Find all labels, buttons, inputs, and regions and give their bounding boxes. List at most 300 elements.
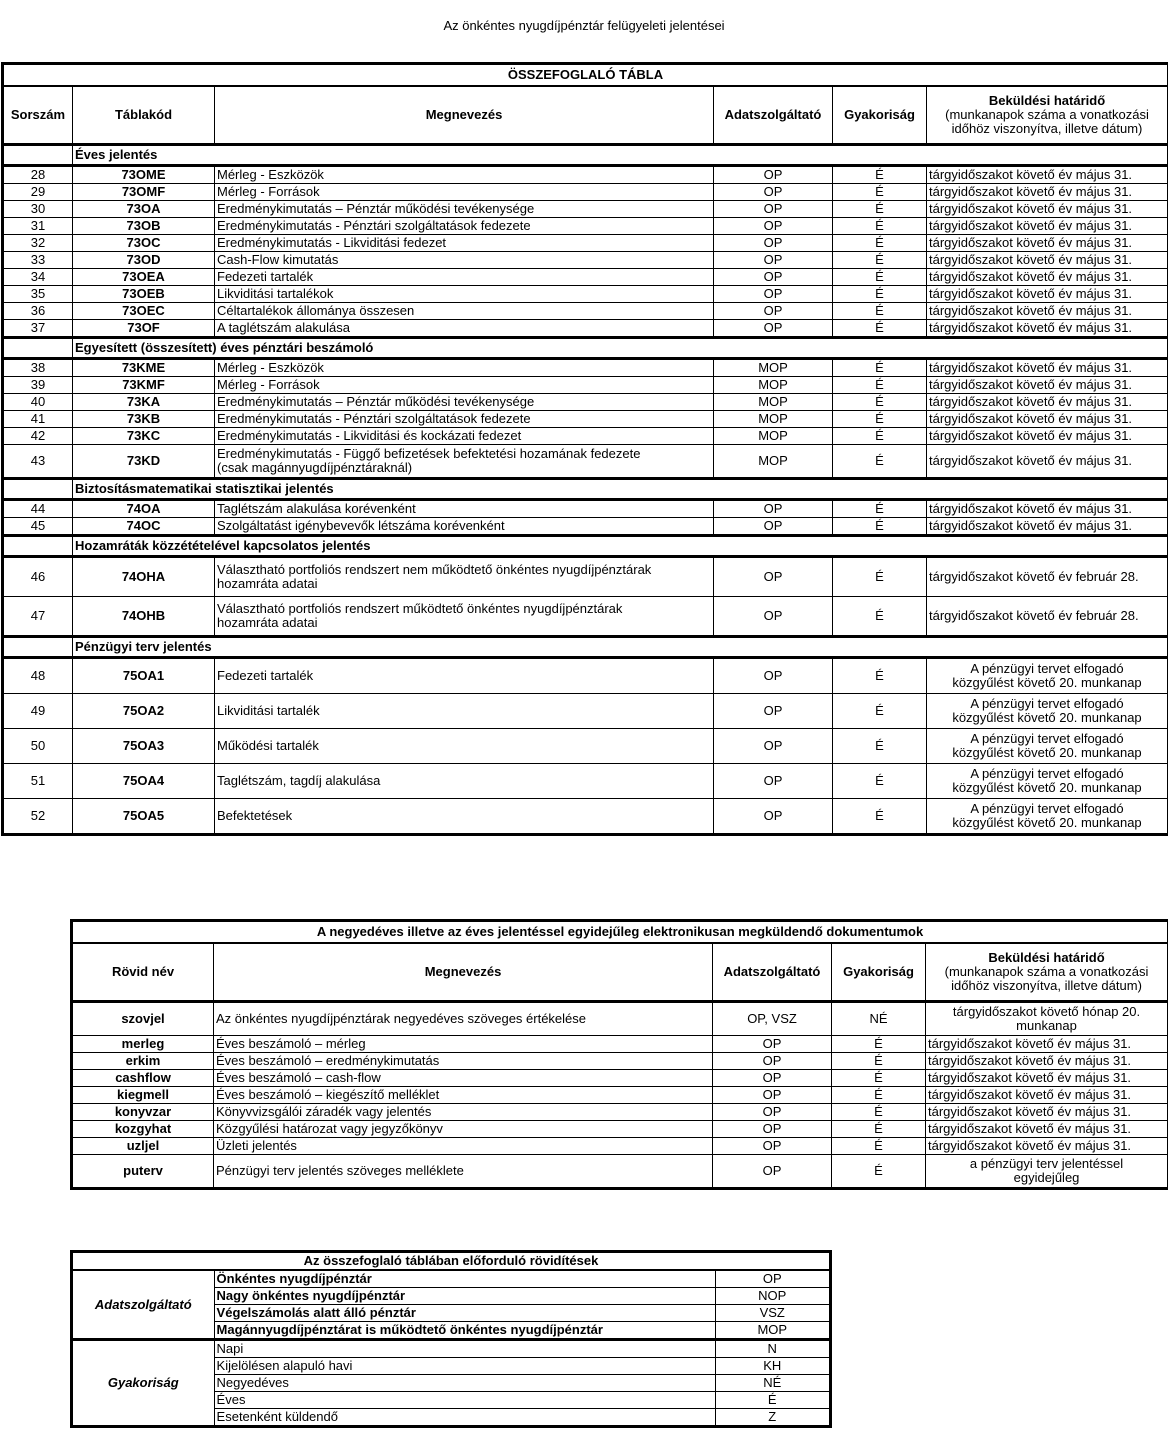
documents-table [70,919,1168,1190]
row-provider: MOP [714,428,833,445]
row-provider: OP [714,729,833,764]
col-header-adatszolgaltato: Adatszolgáltató [714,86,833,145]
doc-frequency: É [832,1104,926,1121]
table-row [3,359,1168,377]
section-spacer [3,145,73,166]
row-frequency: É [833,269,927,286]
doc-frequency: É [832,1053,926,1070]
row-frequency: É [833,218,927,235]
table-code: 73OMF [73,184,215,201]
table-row [72,1002,1168,1036]
doc-name: Könyvvizsgálói záradék vagy jelentés [214,1104,713,1121]
doc-deadline: tárgyidőszakot követő év május 31. [926,1070,1168,1087]
table-row [3,694,1168,729]
section-spacer [3,338,73,359]
row-deadline-line-1: A pénzügyi tervet elfogadó [970,696,1124,711]
row-provider: OP [714,658,833,694]
row-number: 34 [3,269,73,286]
row-deadline: tárgyidőszakot követő év május 31. [927,320,1168,338]
abbreviations-table [70,1250,832,1428]
table-code: 73OB [73,218,215,235]
abbr-code: É [715,1392,831,1409]
abbr-name: Napi [214,1340,715,1358]
row-deadline: tárgyidőszakot követő év május 31. [927,235,1168,252]
row-frequency: É [833,320,927,338]
row-number: 39 [3,377,73,394]
row-frequency: É [833,500,927,518]
abbr-code: N [715,1340,831,1358]
row-name: Eredménykimutatás - Pénztári szolgáltatások fedezete [215,218,714,235]
row-number: 32 [3,235,73,252]
hatarido-title: Beküldési határidő [988,950,1105,965]
row-name: Szolgáltatást igénybevevők létszáma korévenként [215,518,714,536]
row-name-line-1: Eredménykimutatás - Függő befizetések befektetési hozamának fedezete [217,446,641,461]
table-row [72,1087,1168,1104]
table-code: 73OEA [73,269,215,286]
row-name: Befektetések [215,799,714,835]
row-number: 50 [3,729,73,764]
abbr-code: MOP [715,1322,831,1340]
doc-short-name: cashflow [72,1070,214,1087]
abbr-name: Nagy önkéntes nyugdíjpénztár [214,1288,715,1305]
row-frequency: É [833,359,927,377]
row-provider: OP [714,694,833,729]
doc-name: Közgyűlési határozat vagy jegyzőkönyv [214,1121,713,1138]
table-code: 73KC [73,428,215,445]
row-deadline: tárgyidőszakot követő év május 31. [927,303,1168,320]
row-provider: OP [714,269,833,286]
row-deadline-line-2: közgyűlést követő 20. munkanap [952,675,1142,690]
row-provider: OP [714,303,833,320]
row-frequency: É [833,303,927,320]
row-name: Eredménykimutatás – Pénztár működési tevékenysége [215,394,714,411]
doc-name: Éves beszámoló – kiegészítő melléklet [214,1087,713,1104]
doc-deadline [926,1002,1168,1036]
table-row [3,445,1168,479]
col-header-megnevezes: Megnevezés [215,86,714,145]
row-number: 29 [3,184,73,201]
row-provider: OP [714,218,833,235]
abbr-group-label: Gyakoriság [72,1340,215,1427]
row-deadline: tárgyidőszakot követő év május 31. [927,394,1168,411]
section-spacer [3,536,73,557]
row-number: 44 [3,500,73,518]
table-code: 74OC [73,518,215,536]
table-row [3,658,1168,694]
doc-short-name: konyvzar [72,1104,214,1121]
col-header-gyakorisag: Gyakoriság [833,86,927,145]
row-name: Mérleg - Eszközök [215,166,714,184]
section-spacer [3,479,73,500]
table-row [3,252,1168,269]
row-provider: OP [714,184,833,201]
row-deadline: tárgyidőszakot követő év február 28. [927,557,1168,597]
row-deadline: tárgyidőszakot követő év május 31. [927,252,1168,269]
row-deadline-line-1: A pénzügyi tervet elfogadó [970,766,1124,781]
table-row [72,1070,1168,1087]
abbr-name: Éves [214,1392,715,1409]
doc-provider: OP [713,1036,832,1053]
abbreviations-caption: Az összefoglaló táblában előforduló rövidítések [72,1252,831,1271]
doc-frequency: É [832,1138,926,1155]
row-name: Működési tartalék [215,729,714,764]
table-row [3,286,1168,303]
row-name-line-1: Választható portfoliós rendszert működtető önkéntes nyugdíjpénztárak [217,601,623,616]
doc-deadline [926,1155,1168,1189]
row-deadline: tárgyidőszakot követő év május 31. [927,445,1168,479]
table-code: 74OHB [73,597,215,637]
section-title: Biztosításmatematikai statisztikai jelentés [73,479,1168,500]
row-provider: OP [714,557,833,597]
row-name-line-2: hozamráta adatai [217,615,318,630]
table-code: 73OF [73,320,215,338]
row-frequency: É [833,518,927,536]
row-provider: OP [714,320,833,338]
section-title: Pénzügyi terv jelentés [73,637,1168,658]
table-code: 73KD [73,445,215,479]
col-header-tablakod: Táblakód [73,86,215,145]
row-name: A taglétszám alakulása [215,320,714,338]
table-row [3,269,1168,286]
table-code: 73OA [73,201,215,218]
section-spacer [3,637,73,658]
table-row [3,729,1168,764]
table-code: 73KA [73,394,215,411]
row-name [215,445,714,479]
row-frequency: É [833,799,927,835]
row-frequency: É [833,394,927,411]
table-row [3,235,1168,252]
table-code: 75OA5 [73,799,215,835]
row-deadline: tárgyidőszakot követő év május 31. [927,201,1168,218]
row-deadline: tárgyidőszakot követő év május 31. [927,428,1168,445]
table-code: 74OA [73,500,215,518]
doc-deadline: tárgyidőszakot követő év május 31. [926,1087,1168,1104]
table-row [3,799,1168,835]
row-frequency: É [833,201,927,218]
doc-provider: OP [713,1053,832,1070]
row-deadline: tárgyidőszakot követő év május 31. [927,518,1168,536]
table-code: 75OA1 [73,658,215,694]
row-frequency: É [833,428,927,445]
row-deadline-line-2: közgyűlést követő 20. munkanap [952,780,1142,795]
abbr-code: VSZ [715,1305,831,1322]
section-row [3,637,1168,658]
abbr-code: NOP [715,1288,831,1305]
row-number: 43 [3,445,73,479]
doc-frequency: É [832,1036,926,1053]
row-provider: OP [714,252,833,269]
row-provider: MOP [714,377,833,394]
doc-deadline: tárgyidőszakot követő év május 31. [926,1121,1168,1138]
row-number: 40 [3,394,73,411]
row-frequency: É [833,694,927,729]
doc-provider: OP [713,1155,832,1189]
col-header-gyakorisag: Gyakoriság [832,943,926,1002]
summary-table [1,62,1168,836]
row-deadline: tárgyidőszakot követő év május 31. [927,286,1168,303]
section-title: Egyesített (összesített) éves pénztári beszámoló [73,338,1168,359]
doc-frequency: É [832,1070,926,1087]
row-name: Mérleg - Források [215,377,714,394]
row-number: 37 [3,320,73,338]
table-row [3,218,1168,235]
doc-frequency: É [832,1087,926,1104]
hatarido-sub2: időhöz viszonyítva, illetve dátum) [951,978,1142,993]
table-code: 73OEB [73,286,215,303]
row-name: Fedezeti tartalék [215,658,714,694]
doc-provider: OP [713,1070,832,1087]
doc-name: Éves beszámoló – mérleg [214,1036,713,1053]
table-code: 73OC [73,235,215,252]
table-row [3,411,1168,428]
doc-frequency: É [832,1121,926,1138]
row-frequency: É [833,729,927,764]
table-code: 73KMF [73,377,215,394]
row-name: Eredménykimutatás - Likviditási és kockázati fedezet [215,428,714,445]
row-frequency: É [833,557,927,597]
row-name: Mérleg - Források [215,184,714,201]
row-deadline: tárgyidőszakot követő év május 31. [927,500,1168,518]
row-deadline-line-2: közgyűlést követő 20. munkanap [952,745,1142,760]
abbr-code: Z [715,1409,831,1427]
row-provider: OP [714,500,833,518]
col-header-hatarido [927,86,1168,145]
row-frequency: É [833,411,927,428]
row-provider: OP [714,286,833,303]
table-row [3,184,1168,201]
row-name: Mérleg - Eszközök [215,359,714,377]
doc-frequency: NÉ [832,1002,926,1036]
row-number: 51 [3,764,73,799]
table-row [72,1138,1168,1155]
abbr-group-label: Adatszolgáltató [72,1270,215,1340]
row-provider: OP [714,799,833,835]
row-frequency: É [833,764,927,799]
row-number: 33 [3,252,73,269]
table-row [72,1036,1168,1053]
hatarido-title: Beküldési határidő [988,93,1106,108]
row-deadline: tárgyidőszakot követő év május 31. [927,359,1168,377]
row-name: Likviditási tartalékok [215,286,714,303]
doc-short-name: kiegmell [72,1087,214,1104]
table-row [3,518,1168,536]
table-code: 73OME [73,166,215,184]
row-deadline [927,799,1168,835]
doc-name: Az önkéntes nyugdíjpénztárak negyedéves szöveges értékelése [214,1002,713,1036]
doc-deadline-line-1: a pénzügyi terv jelentéssel [969,1156,1124,1171]
row-provider: OP [714,166,833,184]
table-code: 74OHA [73,557,215,597]
row-frequency: É [833,235,927,252]
table-code: 73KB [73,411,215,428]
row-provider: OP [714,764,833,799]
doc-name: Üzleti jelentés [214,1138,713,1155]
abbr-code: OP [715,1270,831,1288]
section-row [3,479,1168,500]
row-provider: MOP [714,359,833,377]
abbr-name: Önkéntes nyugdíjpénztár [214,1270,715,1288]
section-title: Éves jelentés [73,145,1168,166]
table-code: 75OA4 [73,764,215,799]
row-frequency: É [833,286,927,303]
table-row [72,1155,1168,1189]
row-number: 42 [3,428,73,445]
doc-deadline: tárgyidőszakot követő év május 31. [926,1104,1168,1121]
doc-name: Éves beszámoló – cash-flow [214,1070,713,1087]
row-number: 28 [3,166,73,184]
table-code: 73KME [73,359,215,377]
row-deadline-line-1: A pénzügyi tervet elfogadó [970,801,1124,816]
row-frequency: É [833,252,927,269]
row-deadline: tárgyidőszakot követő év május 31. [927,411,1168,428]
table-row [3,201,1168,218]
row-name-line-1: Választható portfoliós rendszert nem működtető önkéntes nyugdíjpénztárak [217,562,652,577]
row-name-line-2: hozamráta adatai [217,576,318,591]
row-name-line-2: (csak magánnyugdíjpénztáraknál) [217,460,413,475]
doc-name: Éves beszámoló – eredménykimutatás [214,1053,713,1070]
abbr-name: Kijelölésen alapuló havi [214,1358,715,1375]
table-row [3,764,1168,799]
row-number: 30 [3,201,73,218]
table-row [3,597,1168,637]
hatarido-sub1: (munkanapok száma a vonatkozási [944,964,1149,979]
row-deadline [927,729,1168,764]
table-row [3,377,1168,394]
doc-deadline: tárgyidőszakot követő év május 31. [926,1138,1168,1155]
row-deadline [927,764,1168,799]
row-provider: MOP [714,411,833,428]
row-deadline: tárgyidőszakot követő év május 31. [927,269,1168,286]
row-name: Taglétszám alakulása korévenként [215,500,714,518]
doc-short-name: erkim [72,1053,214,1070]
row-number: 35 [3,286,73,303]
row-deadline: tárgyidőszakot követő év május 31. [927,218,1168,235]
row-number: 31 [3,218,73,235]
doc-provider: OP, VSZ [713,1002,832,1036]
row-deadline-line-2: közgyűlést követő 20. munkanap [952,710,1142,725]
table-row [3,394,1168,411]
table-code: 73OEC [73,303,215,320]
row-name [215,557,714,597]
section-row [3,338,1168,359]
table-code: 75OA2 [73,694,215,729]
section-title: Hozamráták közzétételével kapcsolatos jelentés [73,536,1168,557]
row-deadline-line-2: közgyűlést követő 20. munkanap [952,815,1142,830]
row-provider: OP [714,597,833,637]
row-deadline: tárgyidőszakot követő év február 28. [927,597,1168,637]
hatarido-sub2: időhöz viszonyítva, illetve dátum) [951,121,1143,136]
abbr-name: Negyedéves [214,1375,715,1392]
row-number: 47 [3,597,73,637]
row-number: 52 [3,799,73,835]
row-deadline: tárgyidőszakot követő év május 31. [927,166,1168,184]
row-name: Cash-Flow kimutatás [215,252,714,269]
doc-name: Pénzügyi terv jelentés szöveges melléklete [214,1155,713,1189]
row-deadline: tárgyidőszakot követő év május 31. [927,184,1168,201]
row-deadline [927,658,1168,694]
row-name: Eredménykimutatás – Pénztár működési tevékenysége [215,201,714,218]
row-frequency: É [833,597,927,637]
doc-deadline: tárgyidőszakot követő év május 31. [926,1036,1168,1053]
row-number: 45 [3,518,73,536]
doc-deadline: tárgyidőszakot követő év május 31. [926,1053,1168,1070]
doc-deadline-line-2: munkanap [1016,1018,1077,1033]
table-row [72,1053,1168,1070]
table-row [3,428,1168,445]
documents-caption: A negyedéves illetve az éves jelentéssel egyidejűleg elektronikusan megküldendő dokumentumok [72,921,1168,944]
abbr-code: KH [715,1358,831,1375]
row-number: 36 [3,303,73,320]
row-name: Fedezeti tartalék [215,269,714,286]
table-row [72,1104,1168,1121]
doc-short-name: szovjel [72,1002,214,1036]
row-number: 48 [3,658,73,694]
row-provider: OP [714,201,833,218]
table-row [3,303,1168,320]
row-number: 41 [3,411,73,428]
col-header-hatarido [926,943,1168,1002]
row-number: 38 [3,359,73,377]
table-row [3,500,1168,518]
row-frequency: É [833,184,927,201]
row-name: Eredménykimutatás - Pénztári szolgáltatások fedezete [215,411,714,428]
row-frequency: É [833,377,927,394]
row-name [215,597,714,637]
doc-short-name: merleg [72,1036,214,1053]
doc-short-name: uzljel [72,1138,214,1155]
row-name: Eredménykimutatás - Likviditási fedezet [215,235,714,252]
summary-caption: ÖSSZEFOGLALÓ TÁBLA [3,64,1168,87]
table-row [72,1340,831,1358]
table-row [72,1270,831,1288]
row-frequency: É [833,658,927,694]
doc-short-name: puterv [72,1155,214,1189]
col-header-rovid-nev: Rövid név [72,943,214,1002]
doc-provider: OP [713,1121,832,1138]
row-provider: OP [714,235,833,252]
table-row [3,320,1168,338]
table-row [3,557,1168,597]
doc-deadline-line-1: tárgyidőszakot követő hónap 20. [952,1004,1141,1019]
abbr-name: Esetenként küldendő [214,1409,715,1427]
abbr-code: NÉ [715,1375,831,1392]
row-deadline-line-1: A pénzügyi tervet elfogadó [970,731,1124,746]
table-code: 73OD [73,252,215,269]
abbr-name: Magánnyugdíjpénztárat is működtető önkéntes nyugdíjpénztár [214,1322,715,1340]
doc-short-name: kozgyhat [72,1121,214,1138]
doc-provider: OP [713,1138,832,1155]
row-frequency: É [833,166,927,184]
table-row [3,166,1168,184]
row-deadline-line-1: A pénzügyi tervet elfogadó [970,661,1124,676]
doc-provider: OP [713,1087,832,1104]
doc-provider: OP [713,1104,832,1121]
hatarido-sub1: (munkanapok száma a vonatkozási [945,107,1149,122]
col-header-megnevezes: Megnevezés [214,943,713,1002]
row-deadline [927,694,1168,729]
row-number: 46 [3,557,73,597]
table-code: 75OA3 [73,729,215,764]
abbr-name: Végelszámolás alatt álló pénztár [214,1305,715,1322]
row-provider: MOP [714,445,833,479]
row-name: Céltartalékok állománya összesen [215,303,714,320]
col-header-adatszolgaltato: Adatszolgáltató [713,943,832,1002]
row-deadline: tárgyidőszakot követő év május 31. [927,377,1168,394]
col-header-sorszam: Sorszám [3,86,73,145]
section-row [3,536,1168,557]
section-row [3,145,1168,166]
